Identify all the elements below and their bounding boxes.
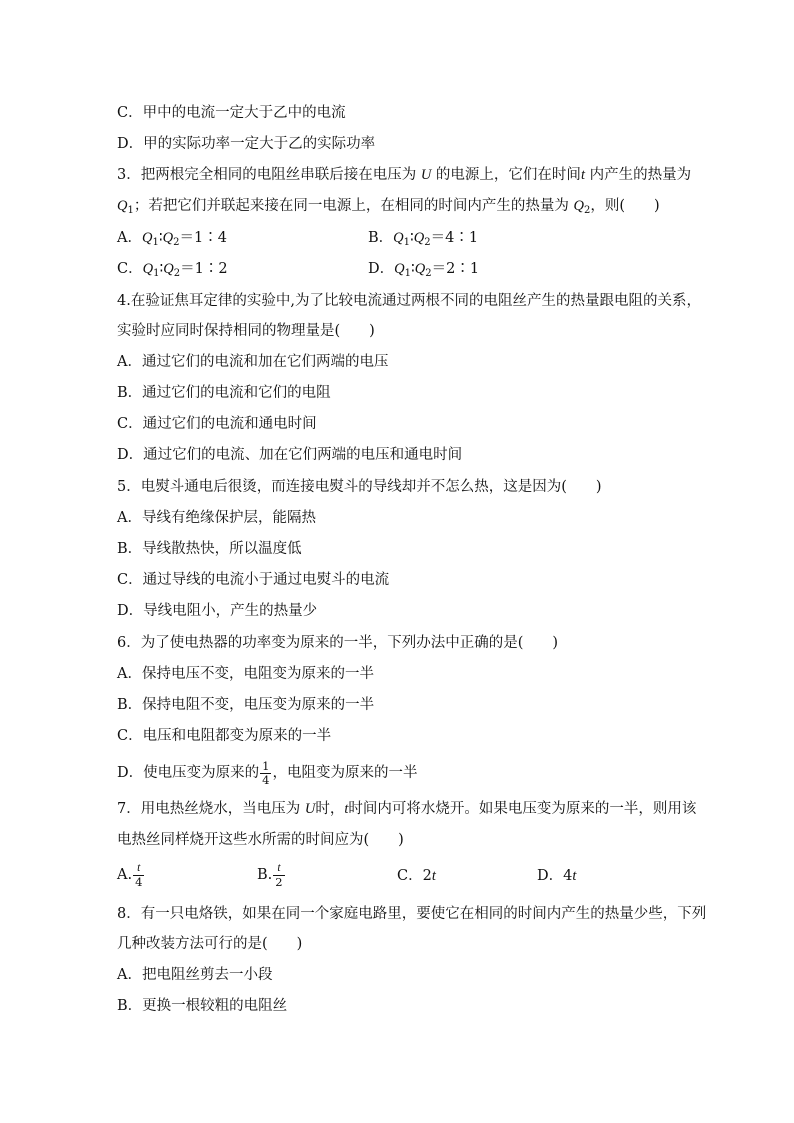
fraction-t-over-4: $\frac{t}{4}$ [135, 861, 143, 889]
q4-option-a: A．通过它们的电流和加在它们两端的电压 [117, 354, 389, 370]
q5-stem: 5．电熨斗通电后很烫，而连接电熨斗的导线却并不怎么热，这是因为( ) [117, 479, 602, 495]
q6-option-b: B．保持电阻不变，电压变为原来的一半 [117, 697, 375, 713]
q6-stem: 6．为了使电热器的功率变为原来的一半，下列办法中正确的是( ) [117, 635, 559, 651]
q3-stem-line2: $Q_1$；若把它们并联起来接在同一电源上，在相同的时间内产生的热量为 $Q_2$，则( ) [117, 198, 660, 216]
q6-option-c: C．电压和电阻都变为原来的一半 [117, 728, 332, 744]
q7-option-d: D．4t [537, 868, 577, 884]
q4-option-b: B．通过它们的电流和它们的电阻 [117, 385, 331, 401]
q6-option-a: A．保持电压不变，电阻变为原来的一半 [117, 666, 374, 682]
q5-option-a: A．导线有绝缘保护层，能隔热 [117, 510, 316, 526]
q4-stem-line2: 实验时应同时保持相同的物理量是( ) [117, 323, 375, 339]
q3-option-c: C．$Q_1∶Q_2=1∶2$ [117, 261, 228, 279]
q7-option-a: A. $\frac{t}{4}$ [117, 861, 143, 889]
fraction-t-over-2: $\frac{t}{2}$ [275, 861, 283, 889]
fraction-one-quarter: $\frac{1}{4}$ [262, 758, 270, 787]
q7-stem-line2: 电热丝同样烧开这些水所需的时间应为( ) [117, 832, 404, 848]
q3-option-a: A．$Q_1∶Q_2=1∶4$ [117, 230, 227, 248]
q7-option-b: B. $\frac{t}{2}$ [257, 861, 283, 889]
q3-option-d: D．$Q_1∶Q_2=2∶1$ [368, 261, 480, 279]
q2-option-d: D．甲的实际功率一定大于乙的实际功率 [117, 136, 376, 152]
q5-option-d: D．导线电阻小，产生的热量少 [117, 603, 318, 619]
q6-option-d: D．使电压变为原来的 $\frac{1}{4}$ ，电阻变为原来的一半 [117, 758, 418, 787]
q7-stem-line1: 7．用电热丝烧水，当电压为 U时，t时间内可将水烧开。如果电压变为原来的一半，则用该 [117, 801, 697, 817]
q7-option-c: C．2t [397, 868, 436, 884]
q3-stem-line1: 3．把两根完全相同的电阻丝串联后接在电压为 U 的电源上，它们在时间t 内产生的热量为 [117, 167, 692, 183]
q4-option-d: D．通过它们的电流、加在它们两端的电压和通电时间 [117, 447, 463, 463]
q5-option-b: B．导线散热快，所以温度低 [117, 541, 302, 557]
q8-option-b: B．更换一根较粗的电阻丝 [117, 998, 288, 1014]
q4-option-c: C．通过它们的电流和通电时间 [117, 416, 317, 432]
q3-option-b: B．$Q_1∶Q_2=4∶1$ [368, 230, 479, 248]
q8-stem-line2: 几种改装方法可行的是( ) [117, 936, 303, 952]
q2-option-c: C．甲中的电流一定大于乙中的电流 [117, 105, 346, 121]
q8-stem-line1: 8．有一只电烙铁，如果在同一个家庭电路里，要使它在相同的时间内产生的热量少些，下列 [117, 906, 707, 922]
q8-option-a: A．把电阻丝剪去一小段 [117, 967, 273, 983]
q5-option-c: C．通过导线的电流小于通过电熨斗的电流 [117, 572, 390, 588]
q4-stem-line1: 4.在验证焦耳定律的实验中,为了比较电流通过两根不同的电阻丝产生的热量跟电阻的关系， [117, 293, 701, 309]
